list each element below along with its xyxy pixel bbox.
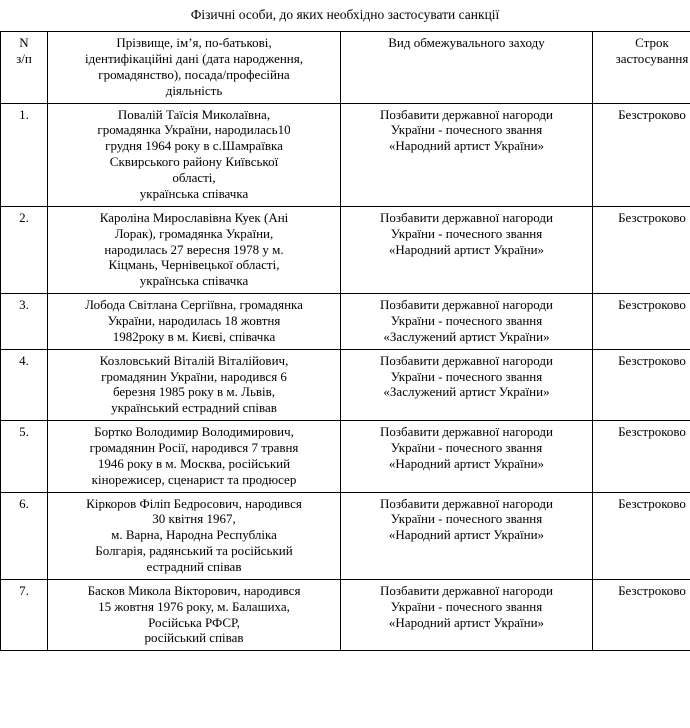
header-measure-line-1: Вид обмежувального заходу bbox=[388, 35, 545, 51]
measure-line: Позбавити державної нагороди bbox=[380, 106, 553, 122]
header-cell-number bbox=[1, 32, 48, 103]
person-line: березня 1985 року в м. Львів, bbox=[112, 384, 276, 400]
page-title: Фізичні особи, до яких необхідно застосувати санкції bbox=[190, 7, 500, 22]
header-person-line-2: ідентифікаційні дані (дата народження, bbox=[85, 51, 303, 67]
person-line: громадянин України, народився 6 bbox=[101, 368, 287, 384]
cell-number: 1. bbox=[1, 103, 48, 206]
person-line: 30 квітня 1967, bbox=[152, 511, 236, 527]
cell-term: Безстроково bbox=[593, 492, 690, 579]
person-line: Російська РФСР, bbox=[148, 614, 240, 630]
header-person-line-1: Прізвище, ім’я, по-батькові, bbox=[116, 35, 272, 51]
header-number-line-2: з/п bbox=[16, 51, 32, 67]
measure-line: «Народний артист України» bbox=[388, 138, 545, 154]
measure-line: «Заслужений артист України» bbox=[383, 384, 550, 400]
cell-person bbox=[48, 349, 341, 420]
person-line: області, bbox=[172, 170, 216, 186]
person-line: Бортко Володимир Володимирович, bbox=[94, 424, 294, 440]
person-line: Лобода Світлана Сергіївна, громадянка bbox=[85, 297, 303, 313]
cell-measure bbox=[341, 421, 593, 492]
measure-line: «Народний артист України» bbox=[388, 241, 545, 257]
measure-line: України - почесного звання bbox=[390, 368, 543, 384]
cell-number: 6. bbox=[1, 492, 48, 579]
header-cell-person bbox=[48, 32, 341, 103]
measure-line: Позбавити державної нагороди bbox=[380, 209, 553, 225]
person-line: Кіцмань, Чернівецької області, bbox=[108, 257, 280, 273]
cell-person bbox=[48, 579, 341, 650]
measure-line: Позбавити державної нагороди bbox=[380, 297, 553, 313]
measure-line: України - почесного звання bbox=[390, 122, 543, 138]
table-row bbox=[1, 103, 690, 206]
cell-term: Безстроково bbox=[593, 349, 690, 420]
cell-measure bbox=[341, 579, 593, 650]
cell-term: Безстроково bbox=[593, 421, 690, 492]
cell-number: 5. bbox=[1, 421, 48, 492]
header-person-line-4: діяльність bbox=[165, 82, 223, 98]
person-line: громадянин Росії, народився 7 травня bbox=[89, 439, 299, 455]
cell-measure bbox=[341, 492, 593, 579]
measure-line: «Народний артист України» bbox=[388, 455, 545, 471]
cell-number: 7. bbox=[1, 579, 48, 650]
cell-measure bbox=[341, 294, 593, 350]
measure-line: «Народний артист України» bbox=[388, 614, 545, 630]
measure-line: України - почесного звання bbox=[390, 225, 543, 241]
cell-measure bbox=[341, 206, 593, 293]
header-number-line-1: N bbox=[19, 35, 29, 51]
person-line: Болгарія, радянський та російський bbox=[95, 543, 293, 559]
measure-line: Позбавити державної нагороди bbox=[380, 495, 553, 511]
cell-person bbox=[48, 492, 341, 579]
cell-term: Безстроково bbox=[593, 579, 690, 650]
cell-measure bbox=[341, 349, 593, 420]
measure-line: Позбавити державної нагороди bbox=[380, 424, 553, 440]
measure-line: України - почесного звання bbox=[390, 312, 543, 328]
person-line: Лорак), громадянка України, bbox=[114, 225, 274, 241]
header-term-line-1: Строк bbox=[635, 35, 669, 51]
person-line: 15 жовтня 1976 року, м. Балашиха, bbox=[98, 598, 290, 614]
table-row bbox=[1, 421, 690, 492]
cell-person bbox=[48, 294, 341, 350]
header-row bbox=[1, 32, 690, 103]
header-term-line-2: застосування bbox=[615, 51, 689, 67]
measure-line: Позбавити державної нагороди bbox=[380, 352, 553, 368]
cell-measure bbox=[341, 103, 593, 206]
table-row bbox=[1, 492, 690, 579]
person-line: українська співачка bbox=[139, 185, 249, 201]
sanctions-table bbox=[0, 31, 690, 651]
measure-line: «Народний артист України» bbox=[388, 527, 545, 543]
cell-number: 3. bbox=[1, 294, 48, 350]
table-row bbox=[1, 294, 690, 350]
cell-number: 2. bbox=[1, 206, 48, 293]
header-cell-term bbox=[593, 32, 690, 103]
person-line: українська співачка bbox=[139, 273, 249, 289]
cell-term: Безстроково bbox=[593, 206, 690, 293]
header-cell-measure bbox=[341, 32, 593, 103]
person-line: Кіркоров Філіп Бедросович, народився bbox=[86, 495, 302, 511]
cell-number: 4. bbox=[1, 349, 48, 420]
person-line: 1982року в м. Києві, співачка bbox=[112, 328, 276, 344]
cell-term: Безстроково bbox=[593, 294, 690, 350]
table-row bbox=[1, 349, 690, 420]
person-line: кінорежисер, сценарист та продюсер bbox=[91, 471, 297, 487]
measure-line: «Заслужений артист України» bbox=[383, 328, 550, 344]
table-row bbox=[1, 579, 690, 650]
person-line: 1946 року в м. Москва, російський bbox=[97, 455, 291, 471]
cell-person bbox=[48, 103, 341, 206]
person-line: український естрадний співав bbox=[111, 400, 277, 416]
person-line: м. Варна, Народна Республіка bbox=[111, 527, 277, 543]
cell-person bbox=[48, 421, 341, 492]
measure-line: України - почесного звання bbox=[390, 511, 543, 527]
person-line: Козловський Віталій Віталійович, bbox=[99, 352, 289, 368]
table-body bbox=[1, 103, 690, 651]
table-header bbox=[1, 32, 690, 103]
person-line: громадянка України, народилась10 bbox=[97, 122, 291, 138]
table-row bbox=[1, 206, 690, 293]
measure-line: України - почесного звання bbox=[390, 598, 543, 614]
person-line: народилась 27 вересня 1978 у м. bbox=[104, 241, 284, 257]
header-person-line-3: громадянство), посада/професійна bbox=[98, 66, 290, 82]
person-line: Басков Микола Вікторович, народився bbox=[87, 582, 301, 598]
person-line: грудня 1964 року в с.Шамраївка bbox=[105, 138, 283, 154]
measure-line: Позбавити державної нагороди bbox=[380, 582, 553, 598]
person-line: Сквирського району Київської bbox=[109, 154, 279, 170]
person-line: Повалій Таїсія Миколаївна, bbox=[117, 106, 271, 122]
person-line: естрадний співав bbox=[146, 558, 242, 574]
person-line: України, народилась 18 жовтня bbox=[107, 312, 281, 328]
cell-term: Безстроково bbox=[593, 103, 690, 206]
measure-line: України - почесного звання bbox=[390, 439, 543, 455]
person-line: Кароліна Мирославівна Куек (Ані bbox=[99, 209, 289, 225]
cell-person bbox=[48, 206, 341, 293]
person-line: російський співав bbox=[144, 630, 244, 646]
